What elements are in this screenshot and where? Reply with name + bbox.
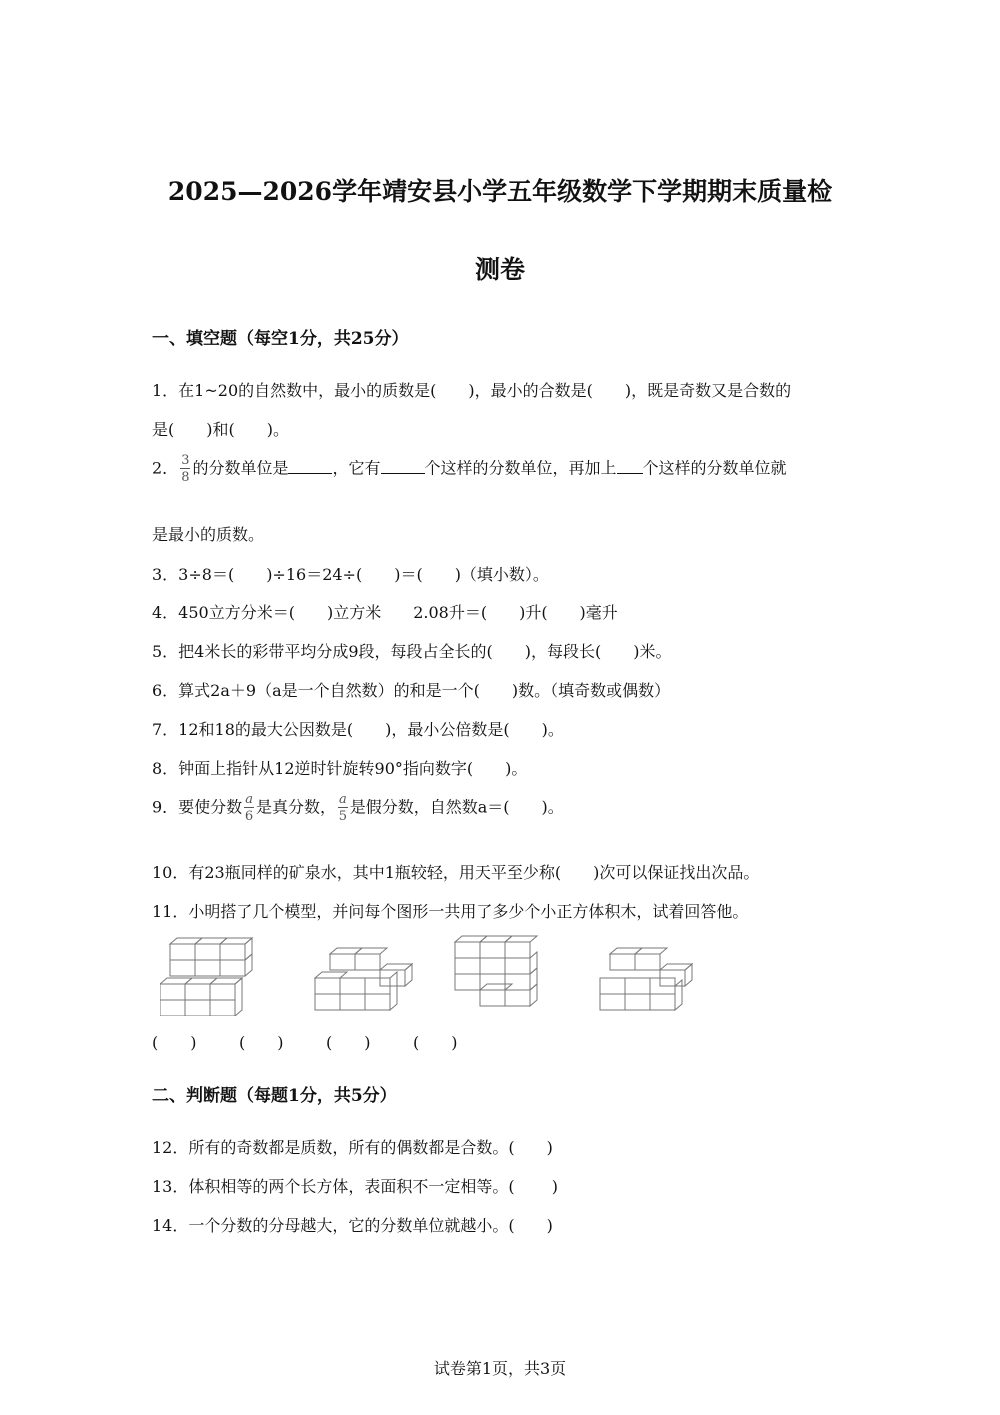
question-2-text: 个这样的分数单位，再加上 bbox=[424, 458, 617, 478]
model-2-answer[interactable]: ( ) bbox=[239, 1033, 284, 1052]
cube-model-1 bbox=[160, 932, 270, 1016]
fraction-denominator: 5 bbox=[338, 809, 347, 824]
question-2-number: 2． bbox=[152, 458, 179, 478]
fraction-denominator: 6 bbox=[244, 809, 254, 824]
question-5: 5．把4米长的彩带平均分成9段，每段占全长的( )，每段长( )米。 bbox=[152, 642, 672, 661]
section-fill-blank: 一、填空题（每空1分，共25分） bbox=[152, 329, 409, 349]
fraction-a-5 bbox=[338, 793, 348, 823]
model-4-answer[interactable]: ( ) bbox=[413, 1033, 458, 1052]
section-true-false: 二、判断题（每题1分，共5分） bbox=[152, 1086, 397, 1106]
cube-model-3 bbox=[450, 932, 560, 1016]
question-12: 12．所有的奇数都是质数，所有的偶数都是合数。( ) bbox=[152, 1138, 553, 1157]
question-7: 7．12和18的最大公因数是( )，最小公倍数是( )。 bbox=[152, 720, 564, 739]
cube-model-4 bbox=[598, 932, 708, 1016]
fraction-a-6 bbox=[244, 793, 254, 823]
question-8: 8．钟面上指针从12逆时针旋转90°指向数字( )。 bbox=[152, 759, 528, 778]
question-14: 14．一个分数的分母越大，它的分数单位就越小。( ) bbox=[152, 1216, 553, 1235]
cube-models-figure bbox=[160, 932, 720, 1016]
question-2-text: ，它有 bbox=[332, 458, 381, 478]
question-2-text: 个这样的分数单位就 bbox=[642, 458, 787, 478]
fraction-denominator: 8 bbox=[181, 470, 190, 485]
fraction-numerator: 3 bbox=[181, 453, 190, 468]
fraction-numerator: a bbox=[338, 792, 347, 807]
page-footer: 试卷第1页，共3页 bbox=[433, 1359, 567, 1378]
question-13: 13．体积相等的两个长方体，表面积不一定相等。( ) bbox=[152, 1177, 558, 1196]
question-9 bbox=[152, 793, 564, 823]
question-9-text: 9．要使分数 bbox=[152, 797, 243, 817]
cube-model-2 bbox=[310, 932, 420, 1016]
exam-title-line1: 2025—2026学年靖安县小学五年级数学下学期期末质量检 bbox=[167, 177, 833, 206]
answer-blank[interactable] bbox=[288, 459, 332, 474]
model-3-answer[interactable]: ( ) bbox=[326, 1033, 371, 1052]
question-2-line2: 是最小的质数。 bbox=[152, 525, 265, 544]
question-3: 3．3÷8＝( )÷16＝24÷( )＝( )（填小数）。 bbox=[152, 565, 549, 584]
question-6: 6．算式2a＋9（a是一个自然数）的和是一个( )数。（填奇数或偶数） bbox=[152, 681, 671, 700]
fraction-3-8 bbox=[180, 454, 190, 484]
question-9-text: 是假分数，自然数a＝( )。 bbox=[349, 797, 564, 817]
model-1-answer[interactable]: ( ) bbox=[152, 1033, 197, 1052]
answer-blank[interactable] bbox=[617, 459, 643, 474]
question-11: 11．小明搭了几个模型，并问每个图形一共用了多少个小正方体积木，试着回答他。 bbox=[152, 902, 749, 921]
question-10: 10．有23瓶同样的矿泉水，其中1瓶较轻，用天平至少称( )次可以保证找出次品。 bbox=[152, 863, 760, 882]
question-1-line1: 1．在1~20的自然数中，最小的质数是( )，最小的合数是( )，既是奇数又是合数的 bbox=[152, 381, 792, 400]
question-2-line1 bbox=[152, 454, 787, 484]
question-9-text: 是真分数， bbox=[255, 797, 336, 817]
question-2-text: 的分数单位是 bbox=[192, 458, 289, 478]
question-1-line2: 是( )和( )。 bbox=[152, 420, 289, 439]
question-4: 4．450立方分米＝( )立方米 2.08升＝( )升( )毫升 bbox=[152, 603, 618, 622]
answer-blank[interactable] bbox=[381, 459, 425, 474]
exam-title-line2: 测卷 bbox=[474, 255, 525, 284]
fraction-numerator: a bbox=[245, 792, 253, 807]
